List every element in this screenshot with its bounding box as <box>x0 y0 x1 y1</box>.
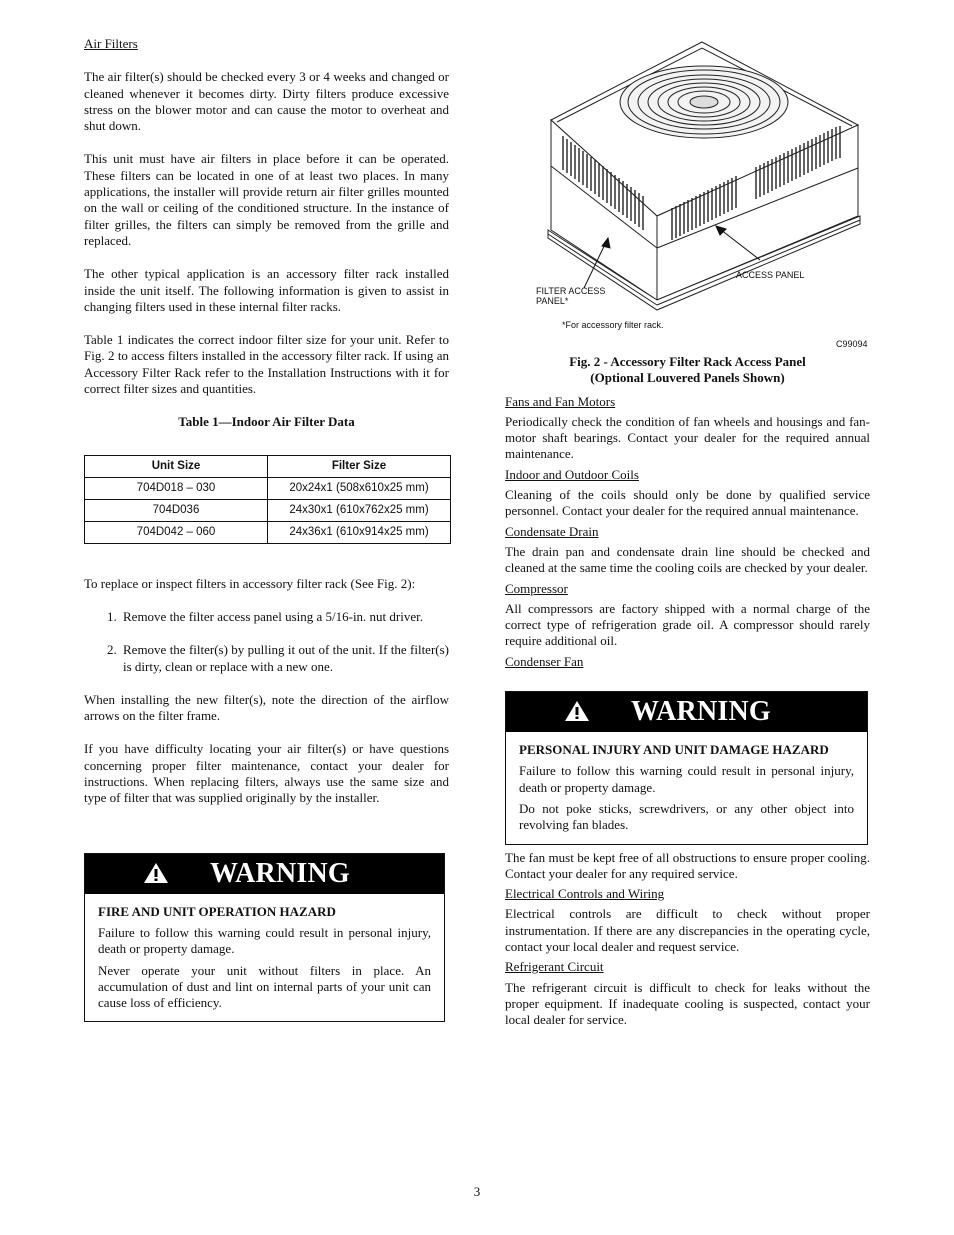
warning-box <box>505 691 868 844</box>
step-number: 1. <box>107 608 117 624</box>
figure-caption: (Optional Louvered Panels Shown) <box>590 370 785 386</box>
paragraph: The fan must be kept free of all obstructions to ensure proper cooling. Contact your dealer for any required service. <box>505 849 870 881</box>
paragraph: The refrigerant circuit is difficult to check for leaks without the proper equipment. If inadequate cooling is suspected, contact your local dealer for service. <box>505 979 870 1028</box>
section-heading: Compressor <box>505 580 568 596</box>
paragraph: When installing the new filter(s), note the direction of the airflow arrows on the filter frame. <box>84 691 449 724</box>
section-heading: Electrical Controls and Wiring <box>505 886 665 902</box>
figure-caption: Fig. 2 - Accessory Filter Rack Access Panel <box>569 354 806 369</box>
table-cell: 24x30x1 (610x762x25 mm) <box>268 499 451 521</box>
paragraph: Periodically check the condition of fan wheels and housings and fan-motor shaft bearings. Contact your dealer for the required annual maintenance. <box>505 413 870 462</box>
section-heading: Refrigerant Circuit <box>505 959 604 975</box>
filter-access-label-line: PANEL* <box>536 296 569 306</box>
filter-access-label <box>536 286 605 306</box>
filter-table <box>84 455 451 544</box>
warning-triangle-icon <box>143 862 169 884</box>
left-column <box>84 36 449 1022</box>
column-header: Filter Size <box>268 455 451 477</box>
section-heading: Indoor and Outdoor Coils <box>505 466 639 482</box>
warning-title: WARNING <box>210 857 350 889</box>
paragraph: The air filter(s) should be checked every 3 or 4 weeks and changed or cleaned whenever it becomes dirty. Dirty filters produce excessive stress on the blower motor and can cause the motor to overheat and shut down. <box>84 69 449 134</box>
table-cell: 704D042 – 060 <box>85 521 268 543</box>
table-cell: 704D018 – 030 <box>85 477 268 499</box>
paragraph: Electrical controls are difficult to check without proper instrumentation. If there are any discrepancies in the operating cycle, contact your local dealer and request service. <box>505 906 870 955</box>
figure-2 <box>530 38 875 350</box>
paragraph: To replace or inspect filters in accessory filter rack (See Fig. 2): <box>84 575 416 591</box>
step-number: 2. <box>107 642 117 658</box>
paragraph: Cleaning of the coils should only be done by qualified service personnel. Contact your dealer for the required annual maintenance. <box>505 487 870 519</box>
paragraph: The other typical application is an accessory filter rack installed inside the unit itself. The following information is given to assist in changing filters used in these internal filter racks. <box>84 266 449 314</box>
hazard-title: PERSONAL INJURY AND UNIT DAMAGE HAZARD <box>519 742 829 758</box>
section-heading: Condensate Drain <box>505 523 599 539</box>
table-row <box>85 521 451 543</box>
paragraph: This unit must have air filters in place before it can be operated. These filters can be located in one of at least two places. In many applications, the installer will provide return air filter grilles mounted on the wall or ceiling of the conditioned structure. In the instance of filter grilles, the filters can simply be removed from the grille and replaced. <box>84 151 449 248</box>
list-item <box>107 609 449 625</box>
warning-body <box>506 732 867 843</box>
step-text: Remove the filter(s) by pulling it out of the unit. If the filter(s) is dirty, clean or replace with a new one. <box>123 642 449 674</box>
paragraph: Table 1 indicates the correct indoor filter size for your unit. Refer to Fig. 2 to access filters installed in the accessory filter rack. If using an Accessory Filter Rack refer to the Installation Instructions with it for correct filter sizes and quantities. <box>84 332 449 397</box>
paragraph: All compressors are factory shipped with a normal charge of the correct type of refrigeration grade oil. A compressor should rarely require additional oil. <box>505 600 870 649</box>
warning-text: Do not poke sticks, screwdrivers, or any other object into revolving fan blades. <box>519 800 854 833</box>
paragraph: The drain pan and condensate drain line should be checked and cleaned at the same time the cooling coils are checked by your dealer. <box>505 543 870 576</box>
table-caption: Table 1—Indoor Air Filter Data <box>178 414 355 430</box>
right-column <box>505 354 870 1029</box>
list-item <box>107 642 449 675</box>
figure-footnote: *For accessory filter rack. <box>562 320 664 330</box>
section-heading: Fans and Fan Motors <box>505 393 616 409</box>
table-cell: 704D036 <box>85 499 268 521</box>
table-header-row <box>85 455 451 477</box>
filter-access-label-line: FILTER ACCESS <box>536 286 606 296</box>
hazard-title: FIRE AND UNIT OPERATION HAZARD <box>98 903 336 919</box>
access-panel-label: ACCESS PANEL <box>736 270 805 280</box>
warning-text: Failure to follow this warning could result in personal injury, death or property damage. <box>98 924 431 957</box>
warning-text: Failure to follow this warning could result in personal injury, death or property damage. <box>519 763 854 795</box>
table-row <box>85 499 451 521</box>
table-cell: 24x36x1 (610x914x25 mm) <box>268 521 451 543</box>
warning-header <box>506 692 867 732</box>
air-filters-heading: Air Filters <box>84 36 138 51</box>
warning-title: WARNING <box>631 696 771 728</box>
warning-box <box>84 853 445 1023</box>
step-text: Remove the filter access panel using a 5/16-in. nut driver. <box>123 608 423 624</box>
warning-header <box>85 854 444 894</box>
column-header: Unit Size <box>85 455 268 477</box>
section-heading: Condenser Fan <box>505 653 584 669</box>
warning-text: Never operate your unit without filters in place. An accumulation of dust and lint on internal parts of your unit can cause loss of efficiency. <box>98 962 431 1011</box>
warning-triangle-icon <box>564 700 590 722</box>
table-row <box>85 477 451 499</box>
page-number: 3 <box>473 1184 481 1199</box>
figure-code: C99094 <box>836 339 868 349</box>
warning-body <box>85 894 444 1022</box>
table-cell: 20x24x1 (508x610x25 mm) <box>268 477 451 499</box>
paragraph: If you have difficulty locating your air filter(s) or have questions concerning proper filter maintenance, contact your dealer for instructions. When replacing filters, always use the same size and type of filter that was supplied originally by the installer. <box>84 741 449 806</box>
